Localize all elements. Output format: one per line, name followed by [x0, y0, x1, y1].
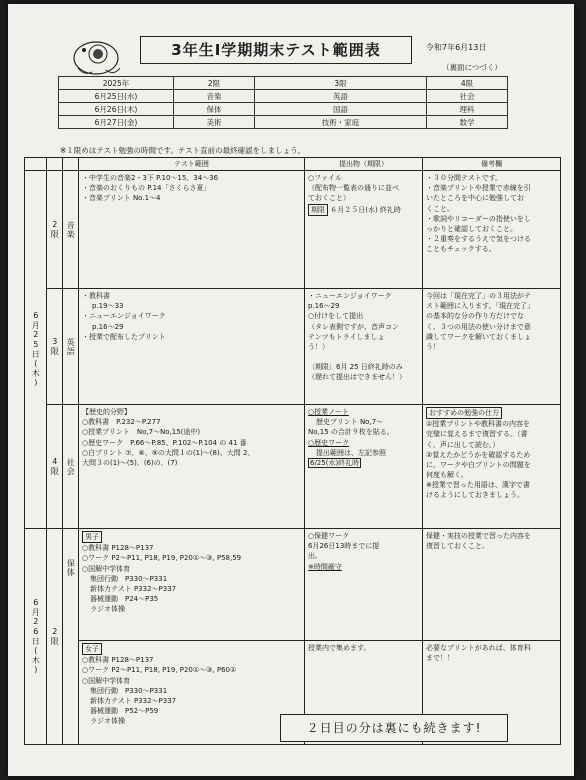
subject-label: 社会	[63, 405, 79, 529]
school-mascot-illustration	[70, 34, 126, 80]
test-range-table	[24, 157, 561, 745]
schedule-day: 6月27日(金)	[59, 116, 174, 129]
table-row	[25, 529, 561, 641]
boys-tag: 男子	[82, 531, 102, 543]
exam-schedule-table	[58, 76, 508, 129]
schedule-subject: 保体	[174, 103, 255, 116]
table-row	[25, 171, 561, 289]
schedule-day: 6月25日(水)	[59, 90, 174, 103]
schedule-header-period4: 4限	[427, 77, 508, 90]
schedule-subject: 社会	[427, 90, 508, 103]
schedule-subject: 音楽	[174, 90, 255, 103]
schedule-subject: 理科	[427, 103, 508, 116]
table-row	[25, 289, 561, 405]
header-test-range: テスト範囲	[79, 158, 305, 171]
schedule-note: ※１限めはテスト勉強の時間です。テスト直前の最終確認をしましょう。	[60, 146, 306, 155]
header-submission: 提出物（期限）	[305, 158, 423, 171]
subject-label: 英語	[63, 289, 79, 405]
submission-cell: 授業内で集めます。	[305, 641, 423, 745]
continued-on-back-banner: ２日目の分は裏にも続きます!	[280, 714, 508, 742]
schedule-row	[59, 116, 508, 129]
notes-cell: おすすめの勉強の仕方 ①授業プリントや教科書の内容を 完璧に覚えるまで復習する。（書 く、声に出して読む。） ②覚えたかどうかを確認するため に、ワークや白プリントの問題を 何度も解く。 ※授業で習った用語は、漢字で書 けるようにしておきましょう。	[423, 405, 561, 529]
period-label: 3限	[47, 289, 63, 405]
submission-cell: ・ニューエンジョイワーク p.16～29 ○付けをして提出 （タレ表側ですが、音声コン テンツもトライしましょ う！） 〔期限〕6月 25 日終礼時のみ （遅れて提出はできません！）	[305, 289, 423, 405]
schedule-row	[59, 103, 508, 116]
submission-cell: ○授業ノート 歴史プリント No,7～ No,15 の合計９枚を貼る。 ○歴史ワーク 提出範囲は、左記参照 6/25(水)終礼時	[305, 405, 423, 529]
schedule-subject: 美術	[174, 116, 255, 129]
notes-cell: ・３０分間テストです。 ・音楽プリントや授業で赤線を引 いたところを中心に勉強してお くこと。 ・歌詞やリコーダーの指使いをし っかりと確認しておくこと。 ・２重奏をするうえで気をつける こともチェックする。	[423, 171, 561, 289]
schedule-header-year: 2025年	[59, 77, 174, 90]
notes-cell: 今回は「現在完了」の３用法がテ スト範囲に入ります。「現在完了」 の基本的な分の作り方だけでな く、３つの用法の使い分けまで意 識してワークを解いておくましょ う！	[423, 289, 561, 405]
girls-tag: 女子	[82, 643, 102, 655]
deadline: 期限 ６月２５日(水) 終礼時	[308, 204, 419, 216]
page-title: 3年生Ⅰ学期期末テスト範囲表	[140, 36, 412, 64]
range-cell: ・中学生の音楽2・3下 P.10～15、34～36 ・音楽のおくりもの P.14「さくらさ夏」 ・音楽プリント No.1～4	[79, 171, 305, 289]
schedule-subject: 英語	[254, 90, 426, 103]
schedule-subject: 数学	[427, 116, 508, 129]
period-label: 2限	[47, 171, 63, 289]
range-cell: 女子 ○教科書 P128～P137 ○ワーク P2～P11, P18, P19, P20①～③, P60① ○国解中学体育 集団行動 P330～P331 新体力テスト P332～P337 器械運動 P52～P59 ラジオ体操	[79, 641, 305, 745]
range-cell: ・教科書 p.19～33 ・ニューエンジョイワーク p.16～29 ・授業で配布したプリント	[79, 289, 305, 405]
subject-label: 保体	[63, 529, 79, 745]
table-row	[25, 405, 561, 529]
document-page	[8, 4, 574, 776]
submission-cell: ○保健ワーク 6月26日13時までに提 出。 ※時間厳守	[305, 529, 423, 641]
continue-back-note: （裏面につづく）	[442, 63, 502, 72]
schedule-subject: 技術・家庭	[254, 116, 426, 129]
schedule-header-period3: 3限	[254, 77, 426, 90]
schedule-row	[59, 90, 508, 103]
submission-cell: ○ファイル （配布物一覧表の通りに並べ ておくこと） 期限 ６月２５日(水) 終礼時	[305, 171, 423, 289]
day-label: 6月26日(木)	[25, 529, 47, 745]
schedule-day: 6月26日(木)	[59, 103, 174, 116]
day-label: 6月25日(木)	[25, 171, 47, 529]
notes-cell: 保健・実技の授業で習った内容を 復習しておくこと。	[423, 529, 561, 641]
schedule-subject: 国語	[254, 103, 426, 116]
notes-cell: 必要なプリントがあれば、体育科 まで！！	[423, 641, 561, 745]
range-cell: 男子 ○教科書 P128～P137 ○ワーク P2～P11, P18, P19, P20①～③, P58,59 ○国解中学体育 集団行動 P330～P331 新体力テスト P332～P337 器械運動 P24～P35 ラジオ体操	[79, 529, 305, 641]
range-cell: 【歴史的分野】 ○教科書 P.232～P.277 ○授業プリント No,7～No,15(途中) ○歴史ワーク P.66～P.85、P.102～P.104 の 41 番 ○白プリント ⑦、⑧、⑨の大問１の(1)～(8)、大問 2、 大問３の(1)～(5)、(6)の、(7)	[79, 405, 305, 529]
subject-label: 音楽	[63, 171, 79, 289]
header-notes: 備考欄	[423, 158, 561, 171]
schedule-header-period2: 2限	[174, 77, 255, 90]
period-label: 4限	[47, 405, 63, 529]
period-label: 2限	[47, 529, 63, 745]
issue-date: 令和7年6月13日	[426, 43, 487, 52]
